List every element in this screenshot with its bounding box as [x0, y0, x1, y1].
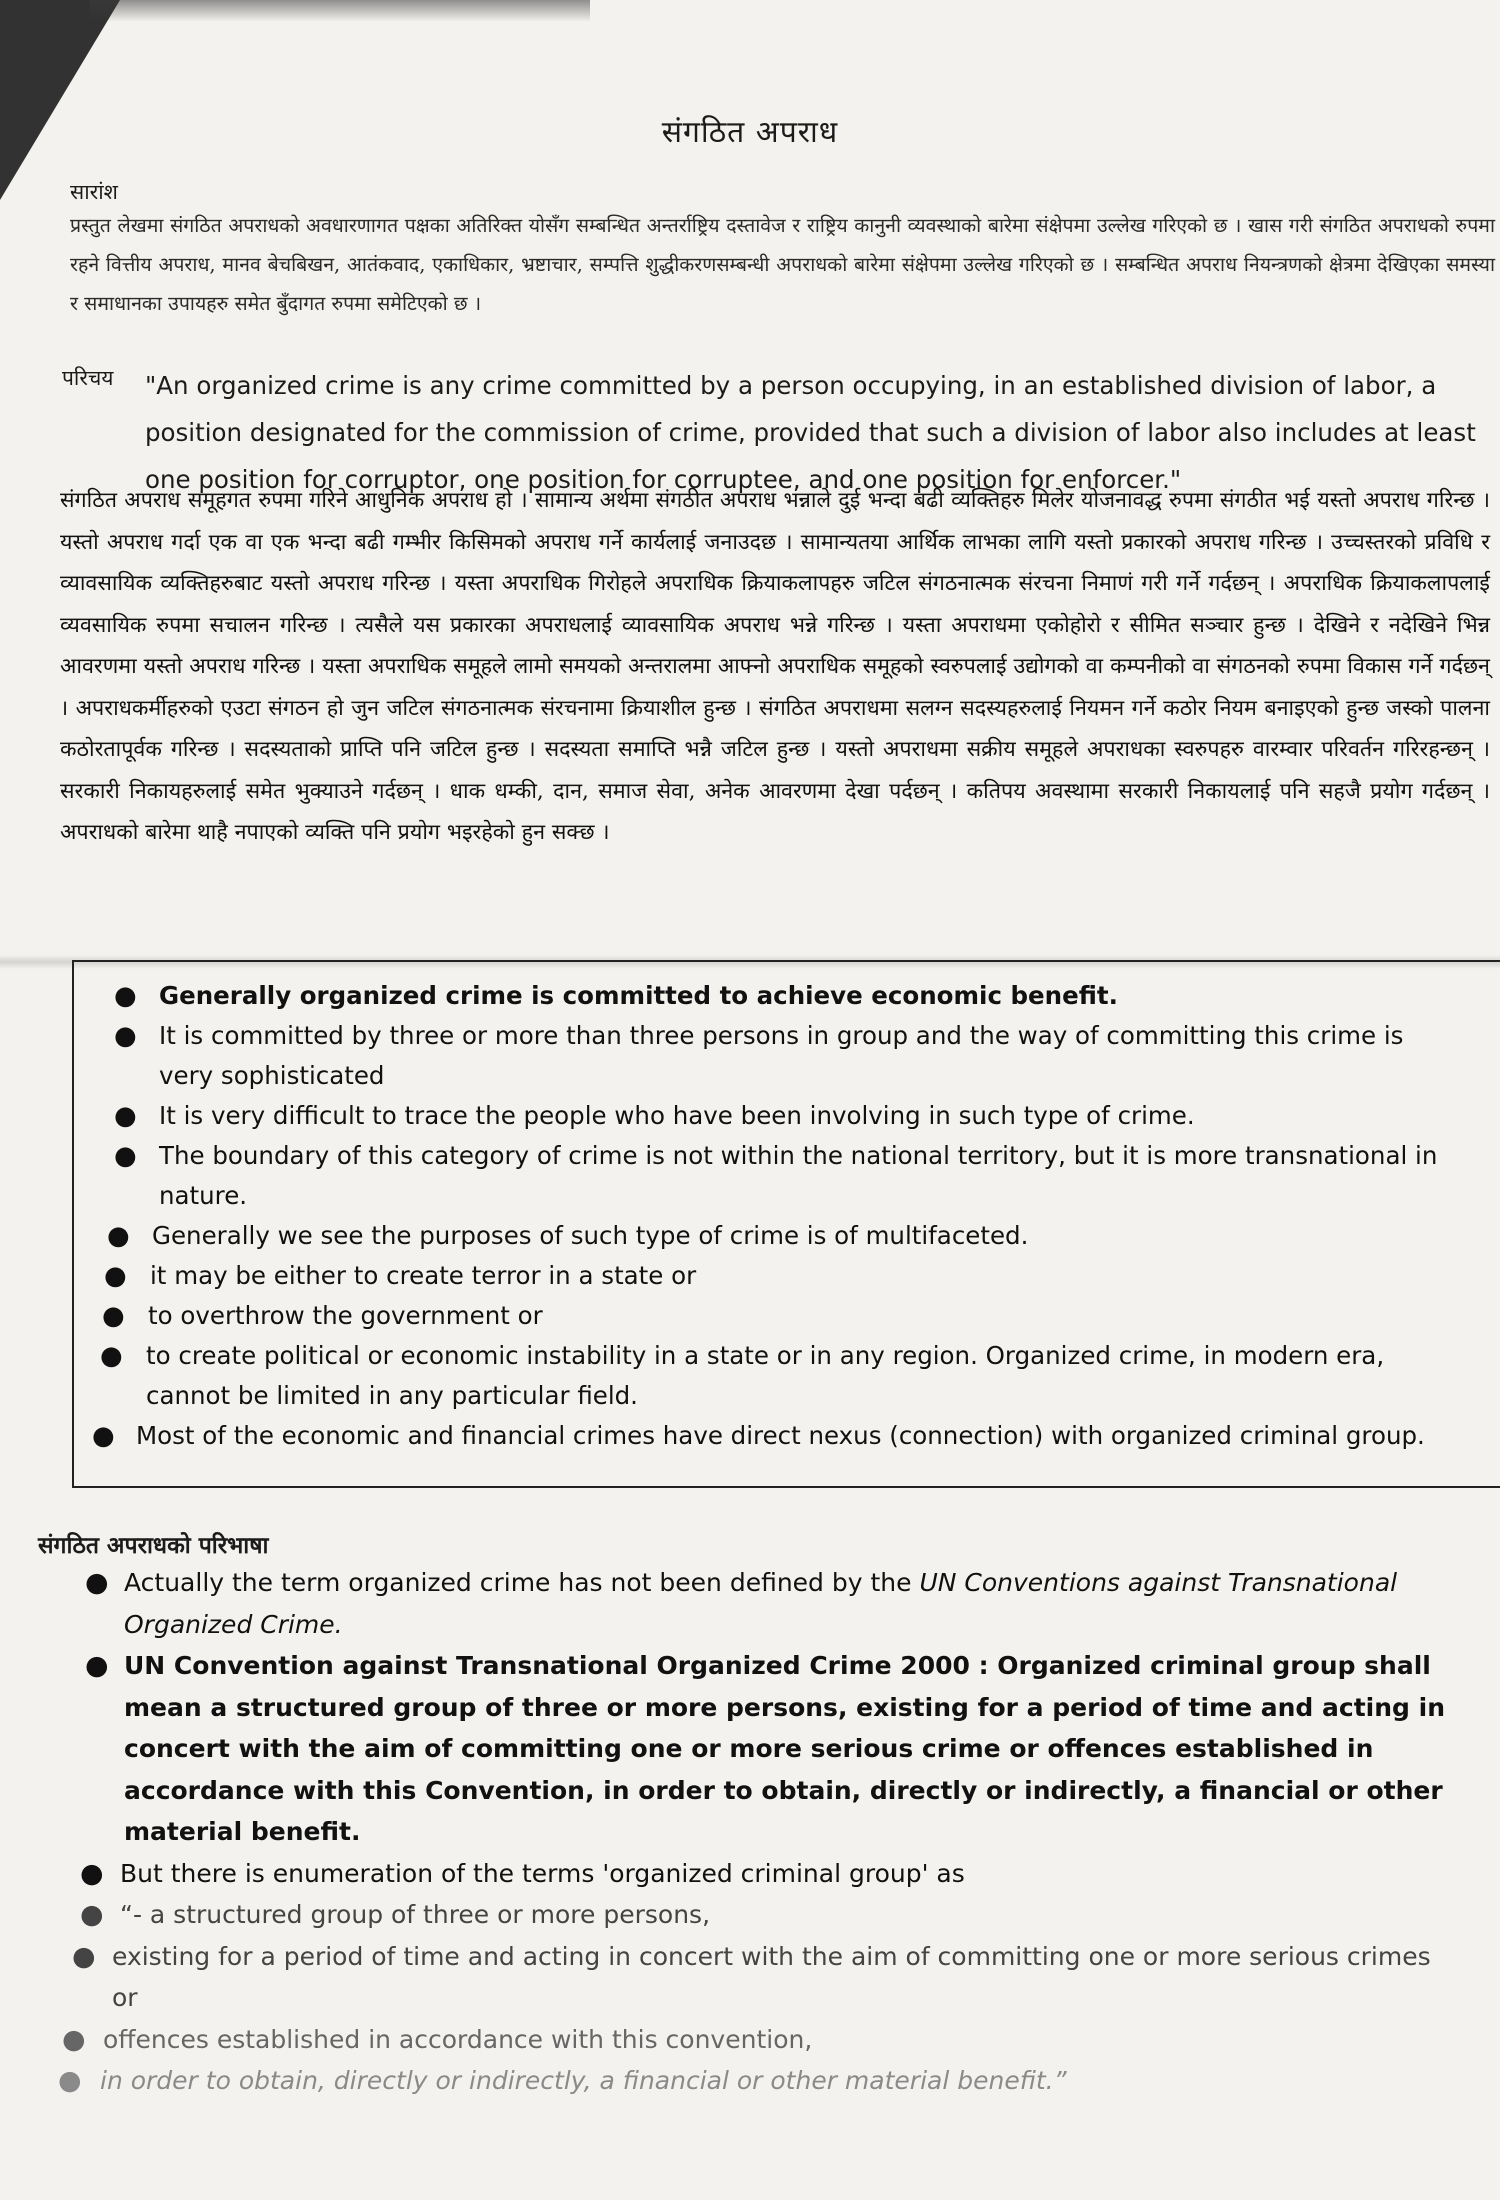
- document-title: संगठित अपराध: [661, 115, 839, 150]
- bullet-icon: ●: [102, 1301, 125, 1331]
- bullet-icon: ●: [104, 1261, 127, 1291]
- bullet-icon: ●: [58, 2065, 82, 2096]
- bullet-icon: ●: [114, 1021, 137, 1051]
- bullet-icon: ●: [80, 1857, 104, 1889]
- list-item: ● existing for a period of time and acting in concert with the aim of committing one or more serious crimes or: [0, 1936, 1500, 2019]
- bullet-icon: ●: [114, 981, 137, 1011]
- list-item: ● It is very difficult to trace the people who have been involving in such type of crime.: [74, 1096, 1500, 1136]
- definition-list: [0, 1562, 1500, 2102]
- list-item: ● The boundary of this category of crime is not within the national territory, but it is more transnational in nature.: [74, 1136, 1500, 1216]
- bullet-icon: ●: [80, 1899, 104, 1930]
- list-item: ● Most of the economic and financial crimes have direct nexus (connection) with organized criminal group.: [74, 1416, 1500, 1456]
- bullet-icon: ●: [62, 2023, 86, 2055]
- bullet-icon: ●: [114, 1101, 137, 1131]
- bullet-icon: ●: [107, 1221, 130, 1251]
- abstract-label: सारांश: [70, 180, 118, 204]
- list-item: ● “- a structured group of three or more persons,: [0, 1894, 1500, 1936]
- bullet-icon: ●: [85, 1650, 109, 1681]
- abstract-text: प्रस्तुत लेखमा संगठित अपराधको अवधारणागत पक्षका अतिरिक्त योसँग सम्बन्धित अन्तर्राष्ट्रिय दस्तावेज र राष्ट्रिय कानुनी व्यवस्थाको बारेमा संक्षेपमा उल्लेख गरिएको छ । खास गरी संगठित अपराधको रुपमा रहने वित्तीय अपराध, मानव बेचबिखन, आतंकवाद, एकाधिकार, भ्रष्टाचार, सम्पत्ति शुद्धीकरणसम्बन्धी अपराधको बारेमा संक्षेपमा उल्लेख गरिएको छ । सम्बन्धित अपराध नियन्त्रणको क्षेत्रमा देखिएका समस्या र समाधानका उपायहरु समेत बुँदागत रुपमा समेटिएको छ ।: [70, 214, 1495, 315]
- list-item: ● in order to obtain, directly or indirectly, a financial or other material benefit.”: [0, 2060, 1500, 2102]
- bullet-icon: ●: [92, 1421, 115, 1451]
- list-item: ● Generally we see the purposes of such type of crime is of multifaceted.: [74, 1216, 1500, 1256]
- list-item: ● Actually the term organized crime has not been defined by the UN Conventions against Transnational Organized Crime.: [0, 1562, 1500, 1645]
- bullet-icon: ●: [100, 1341, 123, 1371]
- definition-heading: संगठित अपराधको परिभाषा: [38, 1532, 269, 1559]
- key-points-box: [72, 960, 1500, 1488]
- list-item: ● UN Convention against Transnational Organized Crime 2000 : Organized criminal group shall mean a structured group of three or more persons, existing for a period of time and acting in concert with the aim of committing one or more serious crime or offences established in accordance with this Convention, in order to obtain, directly or indirectly, a financial or other material benefit.: [0, 1645, 1500, 1853]
- key-points-list: [74, 976, 1500, 1456]
- bullet-icon: ●: [72, 1940, 96, 1972]
- bullet-icon: ●: [85, 1567, 109, 1598]
- list-item: ● to create political or economic instability in a state or in any region. Organized crime, in modern era, cannot be limited in any particular field.: [74, 1336, 1500, 1416]
- page-edge-shadow: [90, 0, 590, 22]
- list-item: ● it may be either to create terror in a state or: [74, 1256, 1500, 1296]
- list-item: ● Generally organized crime is committed to achieve economic benefit.: [74, 976, 1500, 1016]
- intro-label: परिचय: [62, 366, 114, 390]
- definition-quote: "An organized crime is any crime committed by a person occupying, in an established division of labor, a position designated for the commission of crime, provided that such a division of labor also includes at least one position for corruptor, one position for corruptee, and one position for enforcer.": [145, 371, 1476, 494]
- list-item: ● But there is enumeration of the terms 'organized criminal group' as: [0, 1853, 1500, 1895]
- intro-paragraph: संगठित अपराध समूहगत रुपमा गरिने आधुनिक अपराध हो । सामान्य अर्थमा संगठीत अपराध भन्नाले दुई भन्दा बढी व्यक्तिहरु मिलेर योजनावद्ध रुपमा संगठीत भई यस्तो अपराध गरिन्छ । यस्तो अपराध गर्दा एक वा एक भन्दा बढी गम्भीर किसिमको अपराध गर्ने कार्यलाई जनाउदछ । सामान्यतया आर्थिक लाभका लागि यस्तो प्रकारको अपराध गरिन्छ । उच्चस्तरको प्रविधि र व्यावसायिक व्यक्तिहरुबाट यस्तो अपराध गरिन्छ । यस्ता अपराधिक गिरोहले अपराधिक क्रियाकलापहरु जटिल संगठनात्मक संरचना निमाणं गरी गर्ने गर्दछन् । अपराधिक क्रियाकलापलाई व्यवसायिक रुपमा सचालन गरिन्छ । त्यसैले यस प्रकारका अपराधलाई व्यावसायिक अपराध भन्ने गरिन्छ । यस्ता अपराधमा एकोहोरो र सीमित सञ्चार हुन्छ । देखिने र नदेखिने भिन्न आवरणमा यस्तो अपराध गरिन्छ । यस्ता अपराधिक समूहले लामो समयको अन्तरालमा आफ्नो अपराधिक समूहको स्वरुपलाई उद्योगको वा कम्पनीको वा संगठनको रुपमा विकास गर्ने गर्दछन् । अपराधकर्मीहरुको एउटा संगठन हो जुन जटिल संगठनात्मक संरचनामा क्रियाशील हुन्छ । संगठित अपराधमा सलग्न सदस्यहरुलाई नियमन गर्ने कठोर नियम बनाइएको हुन्छ जस्को पालना कठोरतापूर्वक गरिन्छ । सदस्यताको प्राप्ति पनि जटिल हुन्छ । सदस्यता समाप्ति भन्नै जटिल हुन्छ । यस्तो अपराधमा सक्रीय समूहले अपराधका स्वरुपहरु वारम्वार परिवर्तन गरिरहन्छन् । सरकारी निकायहरुलाई समेत भुक्याउने गर्दछन् । धाक धम्की, दान, समाज सेवा, अनेक आवरणमा देखा पर्दछन् । कतिपय अवस्थामा सरकारी निकायलाई पनि सहजै प्रयोग गर्दछन् । अपराधको बारेमा थाहै नपाएको व्यक्ति पनि प्रयोग भइरहेको हुन सक्छ ।: [60, 488, 1490, 845]
- list-item: ● to overthrow the government or: [74, 1296, 1500, 1336]
- bullet-icon: ●: [114, 1141, 137, 1171]
- page-corner-shadow: [0, 0, 120, 200]
- list-item: ● offences established in accordance with this convention,: [0, 2019, 1500, 2061]
- list-item: ● It is committed by three or more than three persons in group and the way of committing this crime is very sophisticated: [74, 1016, 1500, 1096]
